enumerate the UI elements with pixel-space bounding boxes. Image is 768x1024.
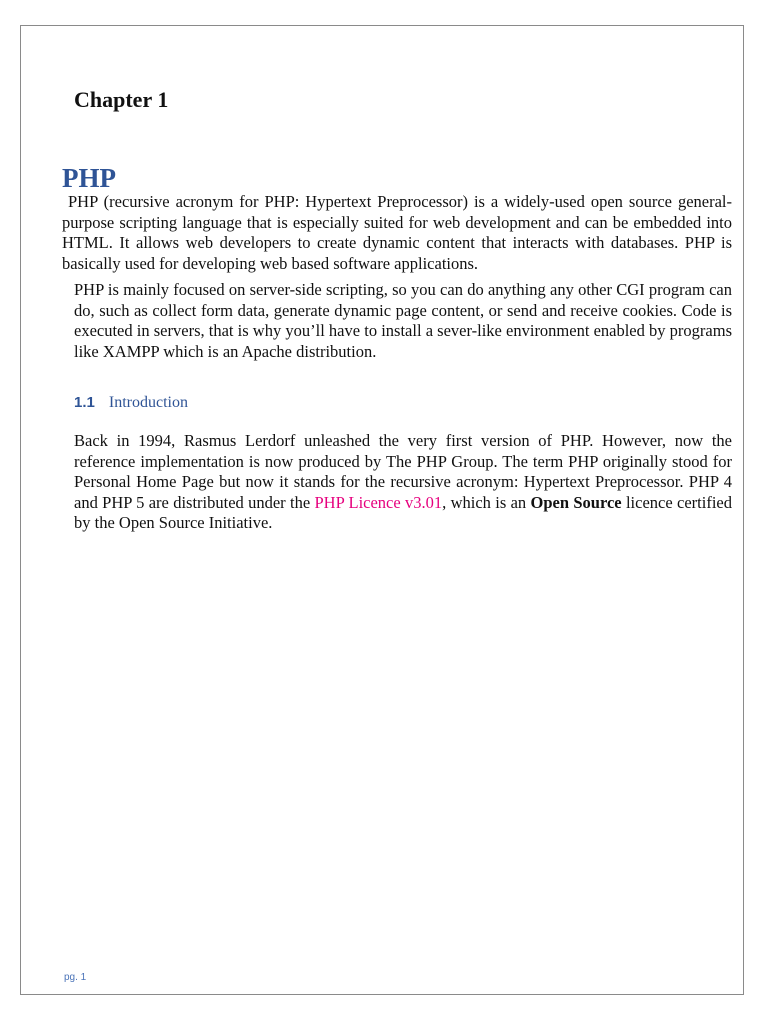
- section-title: PHP: [62, 163, 116, 193]
- intro-text-part2: , which is an: [442, 492, 531, 512]
- intro-text-part1: Back in 1994, Rasmus Lerdorf unleashed the very first version of PHP. However, now the reference implementation is now produced by The PHP Group. The term PHP originally stood for Personal Home Page but now it stands for the recursive acronym: Hypertext Preprocessor. PHP 4 and PHP 5 are distributed under the: [74, 431, 732, 512]
- subsection-heading: [74, 392, 188, 414]
- page-number: pg. 1: [64, 972, 87, 983]
- server-side-paragraph: PHP is mainly focused on server-side scripting, so you can do anything any other CGI program can do, such as collect form data, generate dynamic page content, or send and receive cookies. Code is executed in servers, that is why you’ll have to install a sever-like environment enabled by programs like XAMPP which is an Apache distribution.: [74, 280, 732, 361]
- intro-text-part3: licence certified by the Open Source Initiative.: [74, 492, 732, 532]
- subsection-title: Introduction: [108, 394, 188, 411]
- subsection-number: 1.1: [74, 394, 95, 411]
- open-source-bold: Open Source: [530, 492, 622, 512]
- chapter-title: Chapter 1: [74, 87, 169, 112]
- introduction-paragraph: [74, 431, 732, 534]
- php-intro-paragraph: PHP (recursive acronym for PHP: Hypertext Preprocessor) is a widely-used open source general-purpose scripting language that is especially suited for web development and can be embedded into HTML. It allows web developers to create dynamic content that interacts with databases. PHP is basically used for developing web based software applications.: [62, 192, 732, 273]
- php-licence-link[interactable]: PHP Licence v3.01: [314, 492, 443, 512]
